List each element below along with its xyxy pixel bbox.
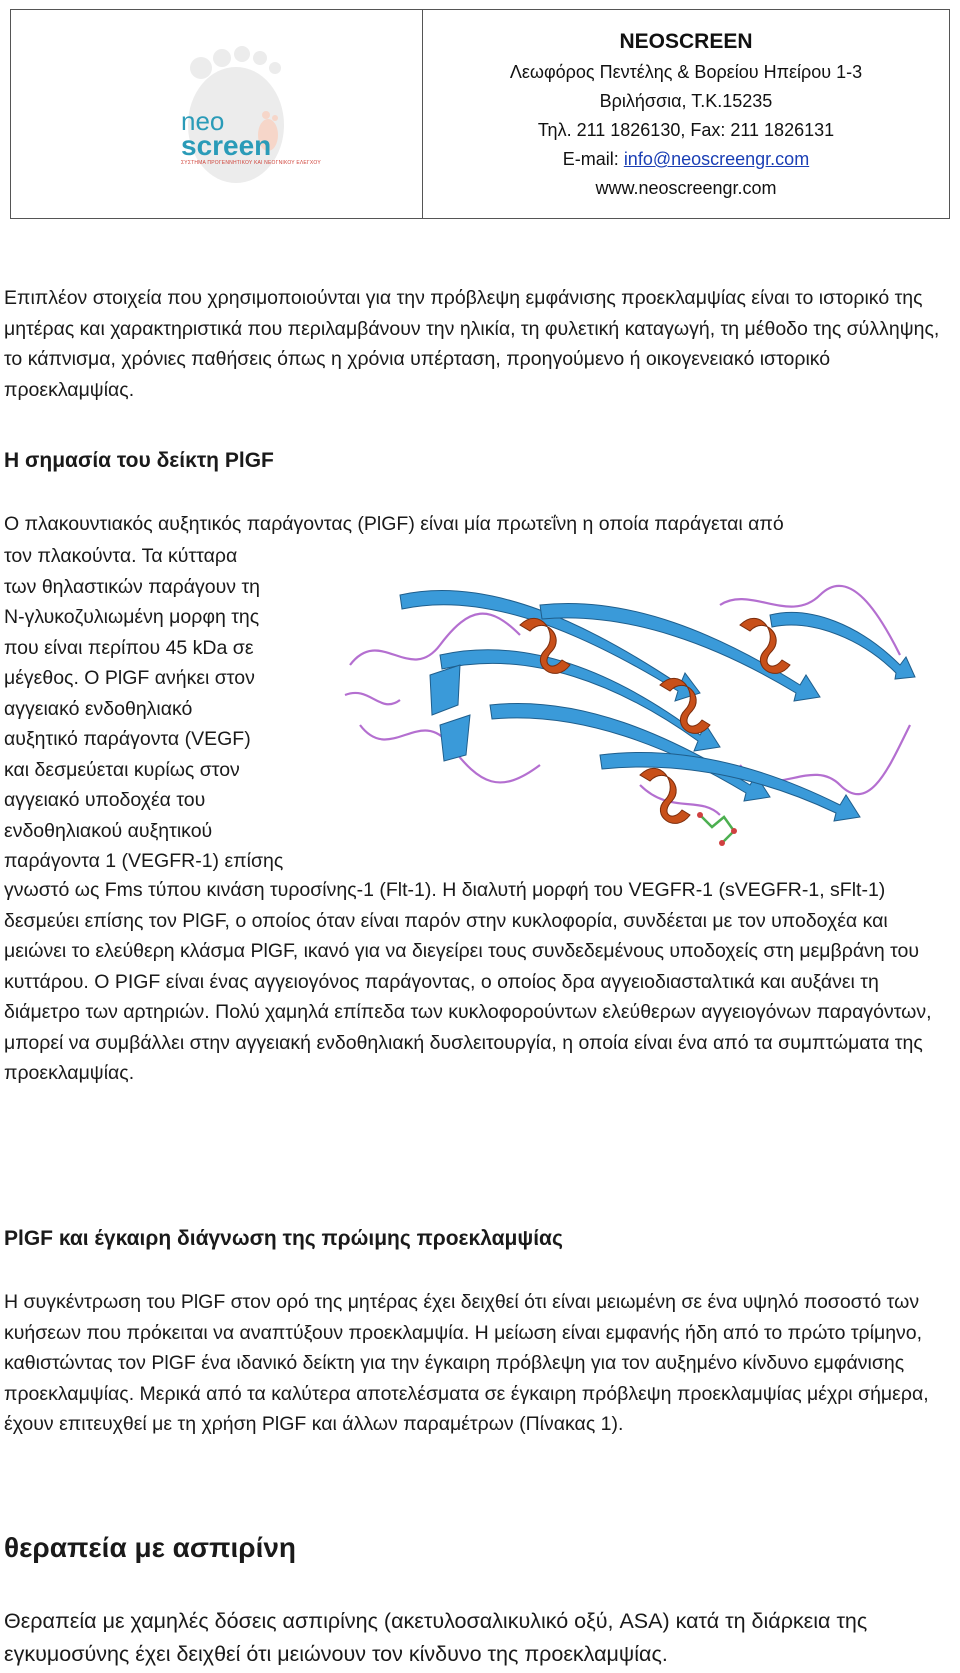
section1-wrapped-text [4,541,334,877]
intro-paragraph: Επιπλέον στοιχεία που χρησιμοποιούνται για την πρόβλεψη εμφάνισης προεκλαμψίας είναι το ιστορικό της μητέρας και χαρακτηριστικά που περιλαμβάνουν την ηλικία, τη φυλετική καταγωγή, τη μέθοδο της σύλληψης, το κάπνισμα, χρόνιες παθήσεις όπως η χρόνια υπέρταση, προηγούμενο ή οικογενειακό ιστορικό προεκλαμψίας. [4,287,940,401]
logo-wordmark [181,106,321,166]
org-name: NEOSCREEN [619,30,753,53]
section3-body: Θεραπεία με χαμηλές δόσεις ασπιρίνης (ακετυλοσαλικυλικό οξύ, ASA) κατά τη διάρκεια της εγκυμοσύνης έχει δειχθεί ότι μειώνουν τον κίνδυνο της προεκλαμψίας. [4,1609,868,1666]
logo-neo: neo [181,106,225,136]
section1-continuation: γνωστό ως Fms τύπου κινάση τυροσίνης-1 (Flt-1). Η διαλυτή μορφή του VEGFR-1 (sVEGFR-1, sFlt-1) δεσμεύει επίσης τον PlGF, ο οποίος όταν είναι παρόν στην κυκλοφορία, συνδέεται με τον υποδοχέα και μειώνει το ελεύθερη κλάσμα PlGF, ικανό για να διεγείρει τους συνδεδεμένους υποδοχείς στη μεμβράνη του κυττάρου. Ο PIGF είναι ένας αγγειογόνος παράγοντας, ο οποίος δρα αγγειοδιασταλτικά και αυξάνει τη διάμετρο των αρτηριών. Πολύ χαμηλά επίπεδα των κυκλοφορούντων ελεύθερων αγγειογόνων παραγόντων, μπορεί να συμβάλλει στην αγγειακή ενδοθηλιακή δυσλειτουργία, η οποία είναι ένα από τα συμπτώματα της προεκλαμψίας. [4,879,932,1084]
section2-heading: PlGF και έγκαιρη διάγνωση της πρώιμης προεκλαμψίας [4,1227,563,1250]
ligand [697,812,737,846]
wrap-line: και δεσμεύεται κυρίως στον [4,758,240,781]
section3-heading: θεραπεία με ασπιρίνη [4,1532,297,1563]
email-line [423,145,949,174]
contact-info [423,10,949,218]
wrap-line: τον πλακούντα. Τα κύτταρα [4,545,238,567]
wrap-line: Ν-γλυκοζυλιωμένη μορφη της [4,606,260,628]
plgf-protein-structure-image [340,565,920,855]
logo-cell [11,10,423,218]
letterhead [10,9,950,219]
wrap-line: μέγεθος. Ο PlGF ανήκει στον [4,667,255,689]
wrap-line: ενδοθηλιακού αυξητικού [4,819,213,842]
wrap-line: αυξητικό παράγοντα (VEGF) [4,728,251,750]
section2-body: Η συγκέντρωση του PlGF στον ορό της μητέρας έχει δειχθεί ότι είναι μειωμένη σε ένα υψηλό ποσοστό των κυήσεων που πρόκειται να αναπτύξουν προεκλαμψία. Η μείωση είναι εμφανής ήδη από το πρώτο τρίμηνο, καθιστώντας τον PlGF ένα ιδανικό δείκτη για την έγκαιρη πρόβλεψη για τον αυξημένο κίνδυνο εμφάνισης προεκλαμψίας. Μερικά από τα καλύτερα αποτελέσματα σε έγκαιρη πρόβλεψη προεκλαμψίας μέχρι σήμερα, έχουν επιτευχθεί με τη χρήση PlGF και άλλων παραμέτρων (Πίνακας 1). [4,1291,929,1435]
wrap-line: των θηλαστικών παράγουν τη [4,575,261,598]
wrap-line: παράγοντα 1 (VEGFR-1) επίσης [4,850,284,872]
section1-first-line: Ο πλακουντιακός αυξητικός παράγοντας (PlGF) είναι μία πρωτεΐνη η οποία παράγεται από [4,513,784,535]
address-line2: Βριλήσσια, Τ.Κ.15235 [599,91,773,111]
wrap-line: που είναι περίπου 45 kDa σε [4,636,254,659]
wrap-line: αγγειακό ενδοθηλιακό [4,697,193,720]
logo-tagline: ΣΥΣΤΗΜΑ ΠΡΟΓΕΝΝΗΤΙΚΟΥ ΚΑΙ ΝΕΟΓΝΙΚΟΥ ΕΛΕΓΧΟΥ [181,160,321,166]
logo-screen: screen [181,130,272,161]
email-label: E-mail: [562,149,624,169]
beta-sheets [400,591,915,821]
phone-line: Τηλ. 211 1826130, Fax: 211 1826131 [537,120,835,140]
wrap-line: αγγειακό υποδοχέα του [4,789,206,811]
website: www.neoscreengr.com [595,178,777,198]
email-link[interactable]: info@neoscreengr.com [623,149,810,169]
section1-heading: Η σημασία του δείκτη PlGF [4,449,274,472]
address-line1: Λεωφόρος Πεντέλης & Βορείου Ηπείρου 1-3 [509,62,863,82]
